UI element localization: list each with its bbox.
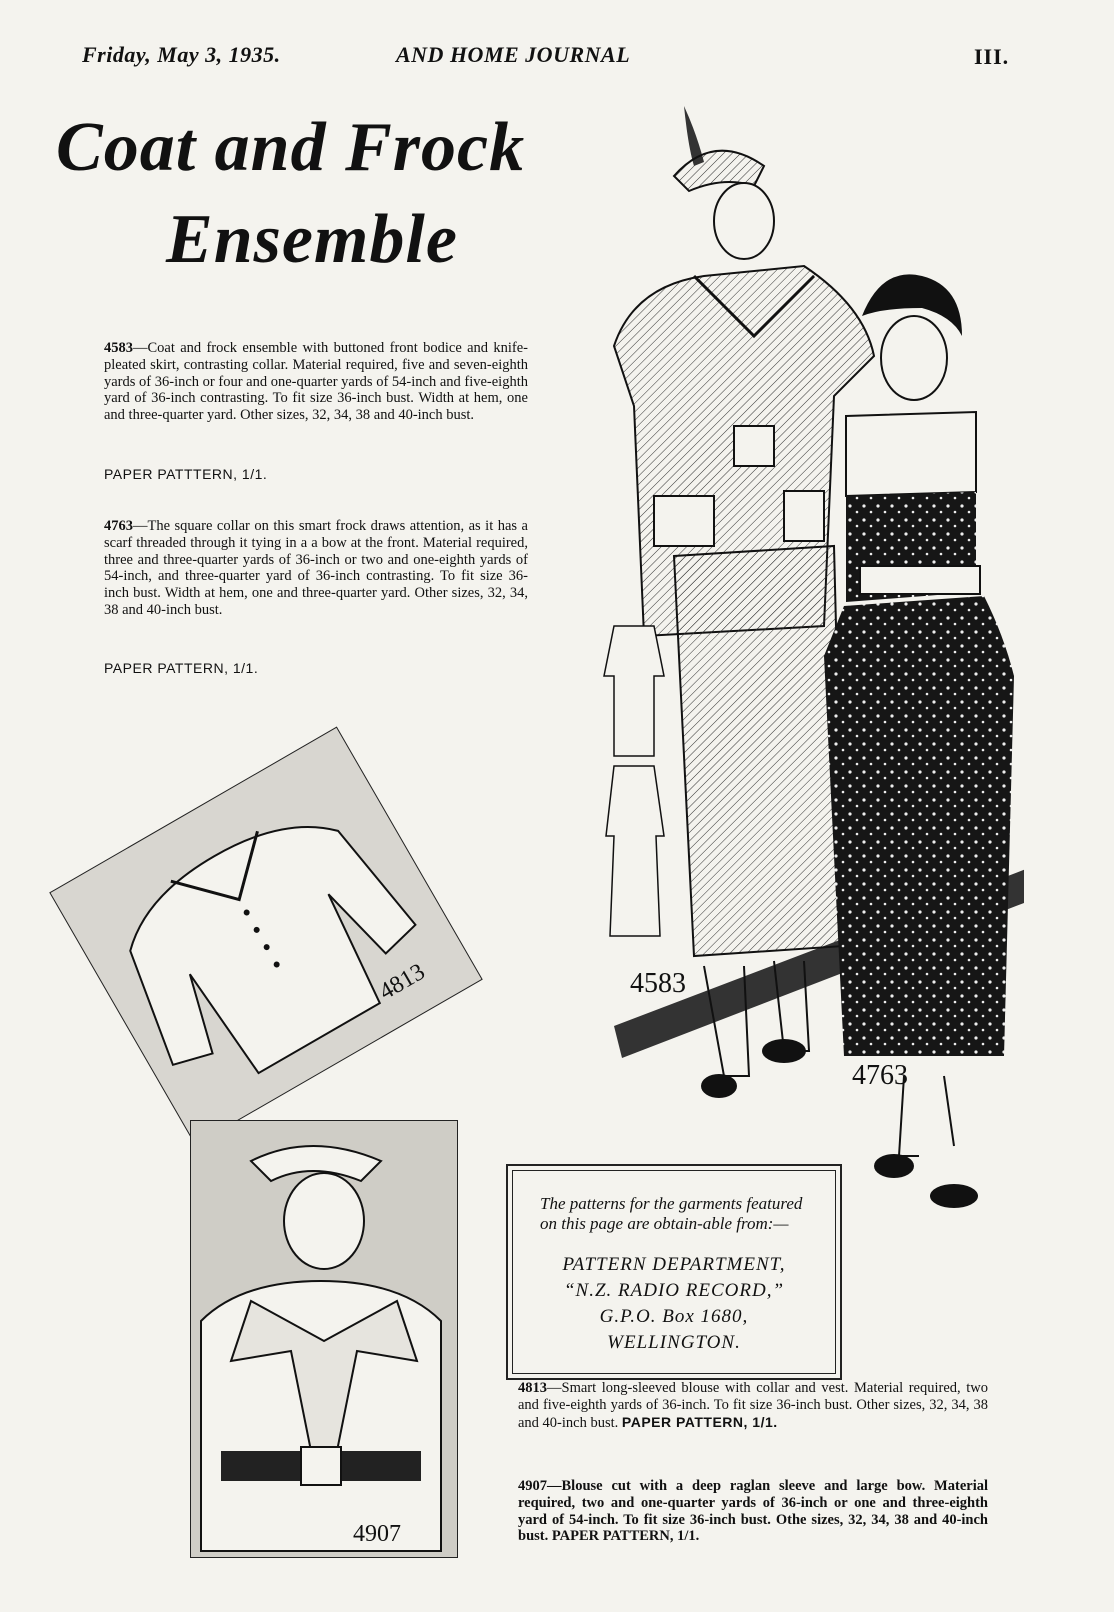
pattern-description-4813 <box>518 1380 988 1431</box>
pattern-order-notice <box>506 1164 842 1380</box>
ensemble-illustration <box>594 96 1024 1236</box>
pattern-number: 4763 <box>104 518 133 534</box>
pattern-description-4763 <box>104 518 528 619</box>
issue-date: Friday, May 3, 1935. <box>82 42 281 67</box>
pattern-price-4763: PAPER PATTERN, 1/1. <box>104 660 259 676</box>
notice-city: WELLINGTON. <box>607 1332 741 1353</box>
pattern-text: —Smart long-sleeved blouse with collar and vest. Material required, two and five-eighth yards of 36-inch. To fit size 36-inch bust. Other sizes, 32, 34, 38 and 40-inch bust. <box>518 1380 988 1431</box>
pattern-description-4907 <box>518 1478 988 1545</box>
pattern-text: —The square collar on this smart frock draws attention, as it has a scarf threaded through it tying in a a bow at the front. Material required, three and three-quarter yards of 36-inch or two and one-eighth yards of 54-inch, and three-quarter yard of 36-inch contrasting. To fit size 36-inch bust. Width at hem, one and three-quarter yard. Other sizes, 32, 34, 38 and 40-inch bust. <box>104 518 528 618</box>
blouse-4813-illustration <box>49 727 483 1146</box>
blouse-4907-drawing <box>191 1121 457 1557</box>
illustration-label-4813: 4813 <box>374 958 430 1006</box>
illustration-label-4583: 4583 <box>630 968 686 999</box>
pattern-text: —Coat and frock ensemble with buttoned front bodice and knife-pleated skirt, contrasting collar. Material required, five and seven-eighth yards of 36-inch or four and one-quarter yards of 54-inch and five-eighth yard of 36-inch contrasting. To fit size 36-inch bust. Width at hem, one and three-quarter yard. Other sizes, 32, 34, 38 and 40-inch bust. <box>104 340 528 424</box>
illustration-label-4763: 4763 <box>852 1060 908 1091</box>
blouse-4813-drawing <box>51 728 482 1144</box>
pattern-price-4583: PAPER PATTTERN, 1/1. <box>104 466 268 482</box>
page-title-line-2: Ensemble <box>166 201 458 278</box>
pattern-price-4907: PAPER PATTERN, 1/1. <box>551 1528 700 1545</box>
pattern-description-4583 <box>104 340 528 424</box>
notice-publication: “N.Z. RADIO RECORD,” <box>563 1280 785 1301</box>
notice-po-box: G.P.O. Box 1680, <box>599 1306 749 1327</box>
blouse-4907-illustration <box>190 1120 458 1558</box>
flat-sketches <box>604 626 664 936</box>
pattern-number: 4583 <box>104 340 133 356</box>
pattern-price-4813: PAPER PATTERN, 1/1. <box>621 1413 778 1430</box>
pattern-number: 4813 <box>518 1380 547 1396</box>
publication-name: AND HOME JOURNAL <box>396 42 631 67</box>
notice-department: PATTERN DEPARTMENT, <box>562 1254 786 1275</box>
page-title-line-1: Coat and Frock <box>56 109 526 186</box>
illustration-label-4907: 4907 <box>353 1521 401 1547</box>
notice-intro: The patterns for the garments featured on this page are obtain-able from:— <box>540 1194 803 1233</box>
page-number: III. <box>974 44 1010 69</box>
pattern-number: 4907 <box>518 1478 547 1494</box>
pattern-text: —Blouse cut with a deep raglan sleeve and large bow. Material required, two and one-quarter yards of 36-inch or one and three-eighth yard of 54-inch. To fit size 36-inch bust. Othe sizes, 32, 34, 38 and 40-inch bust. <box>518 1478 988 1545</box>
